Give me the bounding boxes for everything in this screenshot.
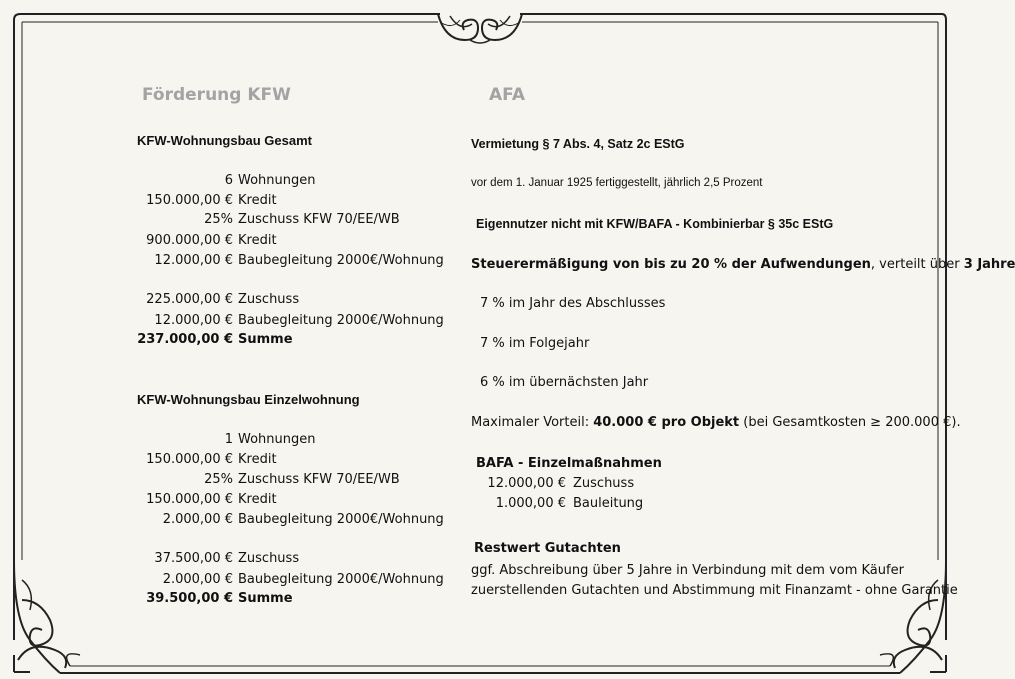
- restwert-line2: zuerstellenden Gutachten und Abstimmung mit Finanzamt - ohne Garantie: [471, 583, 958, 598]
- percent-line: 7 % im Jahr des Abschlusses: [480, 296, 666, 311]
- row-label: Summe: [238, 591, 293, 606]
- row-amount: [0, 590, 233, 608]
- row-amount: [0, 211, 233, 229]
- row-label: Kredit: [238, 452, 277, 467]
- amount-value: 37.500,00 €: [154, 551, 233, 566]
- row-amount: [0, 475, 566, 493]
- amount-value: 2.000,00 €: [162, 572, 233, 587]
- row-label: Bauleitung: [573, 496, 644, 511]
- row-label: Kredit: [238, 233, 277, 248]
- steuer-line: [471, 256, 1015, 274]
- row-label: Baubegleitung 2000€/Wohnung: [238, 512, 444, 527]
- vermietung-title: Vermietung § 7 Abs. 4, Satz 2c EStG: [471, 137, 685, 151]
- row-amount: [0, 451, 233, 469]
- vorteil-part1: Maximaler Vorteil:: [471, 415, 594, 430]
- row-label: Zuschuss: [238, 551, 300, 566]
- amount-value: 39.500,00 €: [146, 591, 233, 606]
- vermietung-text: vor dem 1. Januar 1925 fertiggestellt, jährlich 2,5 Prozent: [471, 177, 763, 189]
- row-amount: [0, 331, 233, 349]
- amount-value: 25%: [204, 472, 233, 487]
- row-amount: [0, 511, 233, 529]
- row-label: Baubegleitung 2000€/Wohnung: [238, 572, 444, 587]
- vorteil-part3: (bei Gesamtkosten ≥ 200.000 €).: [739, 415, 961, 430]
- amount-value: 6: [224, 173, 233, 188]
- row-amount: [0, 571, 233, 589]
- row-amount: [0, 312, 233, 330]
- amount-value: 1: [224, 432, 233, 447]
- amount-value: 225.000,00 €: [146, 292, 233, 307]
- row-label: Kredit: [238, 193, 277, 208]
- vorteil-line: [471, 414, 961, 432]
- row-label: Kredit: [238, 492, 277, 507]
- row-label: Zuschuss KFW 70/EE/WB: [238, 212, 400, 227]
- amount-value: 150.000,00 €: [146, 452, 233, 467]
- steuer-part3: 3 Jahre: [963, 257, 1015, 272]
- row-label: Zuschuss: [238, 292, 300, 307]
- top-scroll-ornament-icon: [438, 14, 522, 43]
- left-heading: Förderung KFW: [142, 85, 291, 105]
- amount-value: 237.000,00 €: [137, 332, 233, 347]
- vorteil-part2: 40.000 € pro Objekt: [593, 415, 740, 430]
- row-amount: [0, 232, 233, 250]
- amount-value: 2.000,00 €: [162, 512, 233, 527]
- row-amount: [0, 495, 566, 513]
- percent-line: 7 % im Folgejahr: [480, 336, 590, 351]
- row-label: Summe: [238, 332, 293, 347]
- amount-value: 12.000,00 €: [154, 253, 233, 268]
- row-label: Wohnungen: [238, 173, 316, 188]
- amount-value: 1.000,00 €: [495, 496, 566, 511]
- amount-value: 25%: [204, 212, 233, 227]
- right-heading: AFA: [489, 85, 525, 105]
- row-label: Baubegleitung 2000€/Wohnung: [238, 313, 444, 328]
- row-label: Baubegleitung 2000€/Wohnung: [238, 253, 444, 268]
- row-amount: [0, 550, 233, 568]
- section-title-gesamt: KFW-Wohnungsbau Gesamt: [137, 133, 312, 148]
- amount-value: 150.000,00 €: [146, 193, 233, 208]
- section-title-einzelwohnung: KFW-Wohnungsbau Einzelwohnung: [137, 392, 360, 407]
- steuer-part1: Steuerermäßigung von bis zu 20 % der Aufwendungen: [471, 257, 871, 272]
- row-amount: [0, 431, 233, 449]
- percent-line: 6 % im übernächsten Jahr: [480, 375, 649, 390]
- row-label: Wohnungen: [238, 432, 316, 447]
- restwert-title: Restwert Gutachten: [474, 541, 621, 556]
- row-amount: [0, 192, 233, 210]
- restwert-line1: ggf. Abschreibung über 5 Jahre in Verbindung mit dem vom Käufer: [471, 563, 904, 578]
- amount-value: 900.000,00 €: [146, 233, 233, 248]
- amount-value: 12.000,00 €: [487, 476, 566, 491]
- row-amount: [0, 252, 233, 270]
- row-label: Zuschuss KFW 70/EE/WB: [238, 472, 400, 487]
- row-amount: [0, 291, 233, 309]
- amount-value: 150.000,00 €: [146, 492, 233, 507]
- amount-value: 12.000,00 €: [154, 313, 233, 328]
- steuer-part2: , verteilt über: [870, 257, 964, 272]
- row-amount: [0, 172, 233, 190]
- eigennutzer-text: Eigennutzer nicht mit KFW/BAFA - Kombinierbar § 35c EStG: [476, 217, 834, 231]
- bafa-title: BAFA - Einzelmaßnahmen: [476, 456, 662, 471]
- row-label: Zuschuss: [573, 476, 635, 491]
